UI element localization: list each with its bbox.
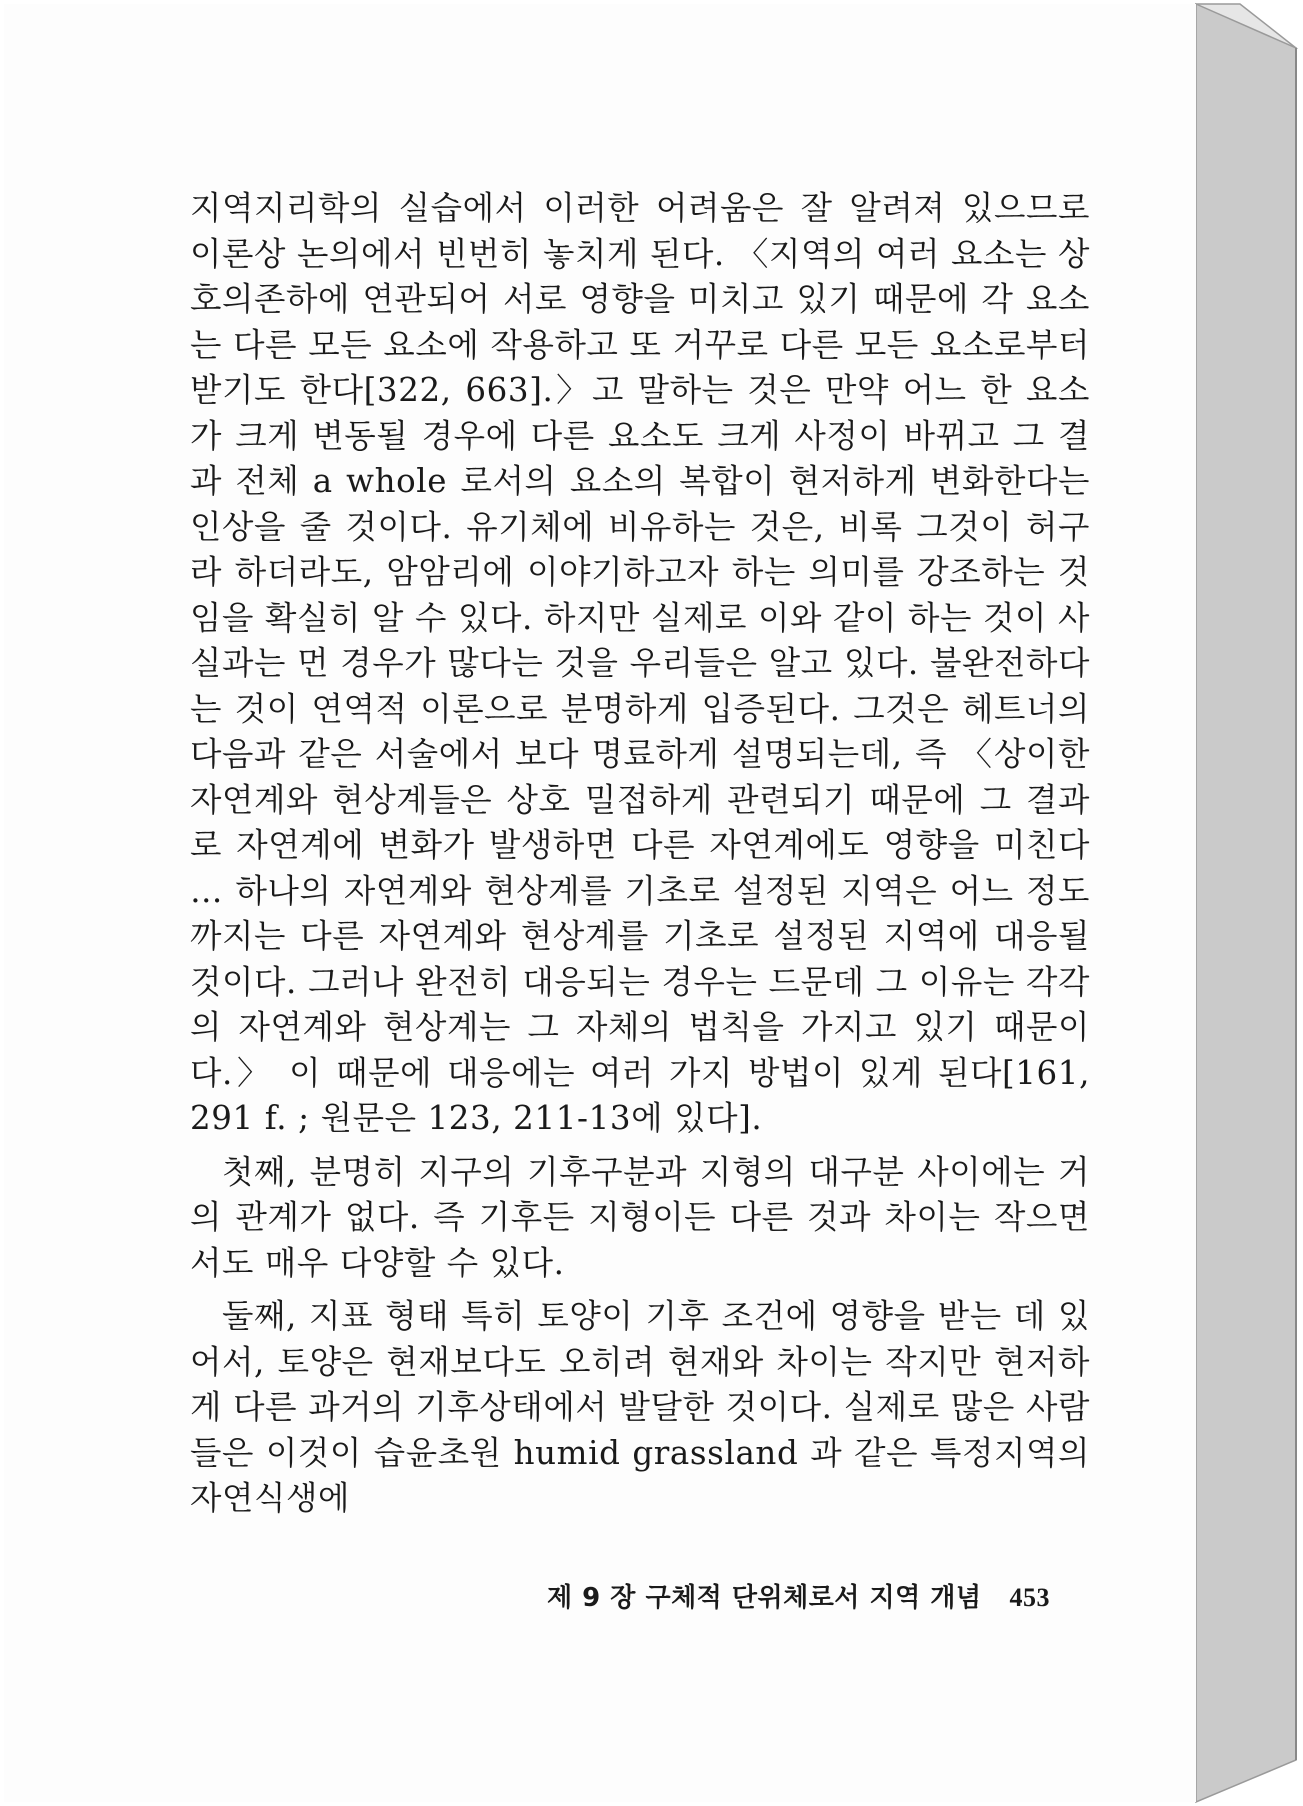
- paragraph-3: 둘째, 지표 형태 특히 토양이 기후 조건에 영향을 받는 데 있어서, 토양은 현재보다도 오히려 현재와 차이는 작지만 현저하게 다른 과거의 기후상태에서 발달한 것이다. 실제로 많은 사람들은 이것이 습윤초원 humid grassland 과 같은 특정지역의 자연식생에: [190, 1297, 1090, 1517]
- chapter-title: 제 9 장 구체적 단위체로서 지역 개념: [546, 1583, 982, 1613]
- book-spine-side: [1196, 4, 1296, 1802]
- page-body: [190, 186, 1090, 1522]
- paragraph-1: 지역지리학의 실습에서 이러한 어려움은 잘 알려져 있으므로 이론상 논의에서 빈번히 놓치게 된다. 〈지역의 여러 요소는 상호의존하에 연관되어 서로 영향을 미치고 있기 때문에 각 요소는 다른 모든 요소에 작용하고 또 거꾸로 다른 모든 요소로부터 받기도 한다[322, 663].〉고 말하는 것은 만약 어느 한 요소가 크게 변동될 경우에 다른 요소도 크게 사정이 바뀌고 그 결과 전체 a whole 로서의 요소의 복합이 현저하게 변화한다는 인상을 줄 것이다. 유기체에 비유하는 것은, 비록 그것이 허구라 하더라도, 암암리에 이야기하고자 하는 의미를 강조하는 것임을 확실히 알 수 있다. 하지만 실제로 이와 같이 하는 것이 사실과는 먼 경우가 많다는 것을 우리들은 알고 있다. 불완전하다는 것이 연역적 이론으로 분명하게 입증된다. 그것은 헤트너의 다음과 같은 서술에서 보다 명료하게 설명되는데, 즉 〈상이한 자연계와 현상계들은 상호 밀접하게 관련되기 때문에 그 결과로 자연계에 변화가 발생하면 다른 자연계에도 영향을 미친다 … 하나의 자연계와 현상계를 기초로 설정된 지역은 어느 정도까지는 다른 자연계와 현상계를 기초로 설정된 지역에 대응될 것이다. 그러나 완전히 대응되는 경우는 드문데 그 이유는 각각의 자연계와 현상계는 그 자체의 법칙을 가지고 있기 때문이다.〉 이 때문에 대응에는 여러 가지 방법이 있게 된다[161, 291 f. ; 원문은 123, 211-13에 있다].: [190, 189, 1090, 1137]
- page-number: 453: [1009, 1583, 1050, 1612]
- page-footer: [547, 1577, 1050, 1614]
- paragraph-2: 첫째, 분명히 지구의 기후구분과 지형의 대구분 사이에는 거의 관계가 없다. 즉 기후든 지형이든 다른 것과 차이는 작으면서도 매우 다양할 수 있다.: [190, 1152, 1090, 1282]
- book-page: [4, 4, 1196, 1802]
